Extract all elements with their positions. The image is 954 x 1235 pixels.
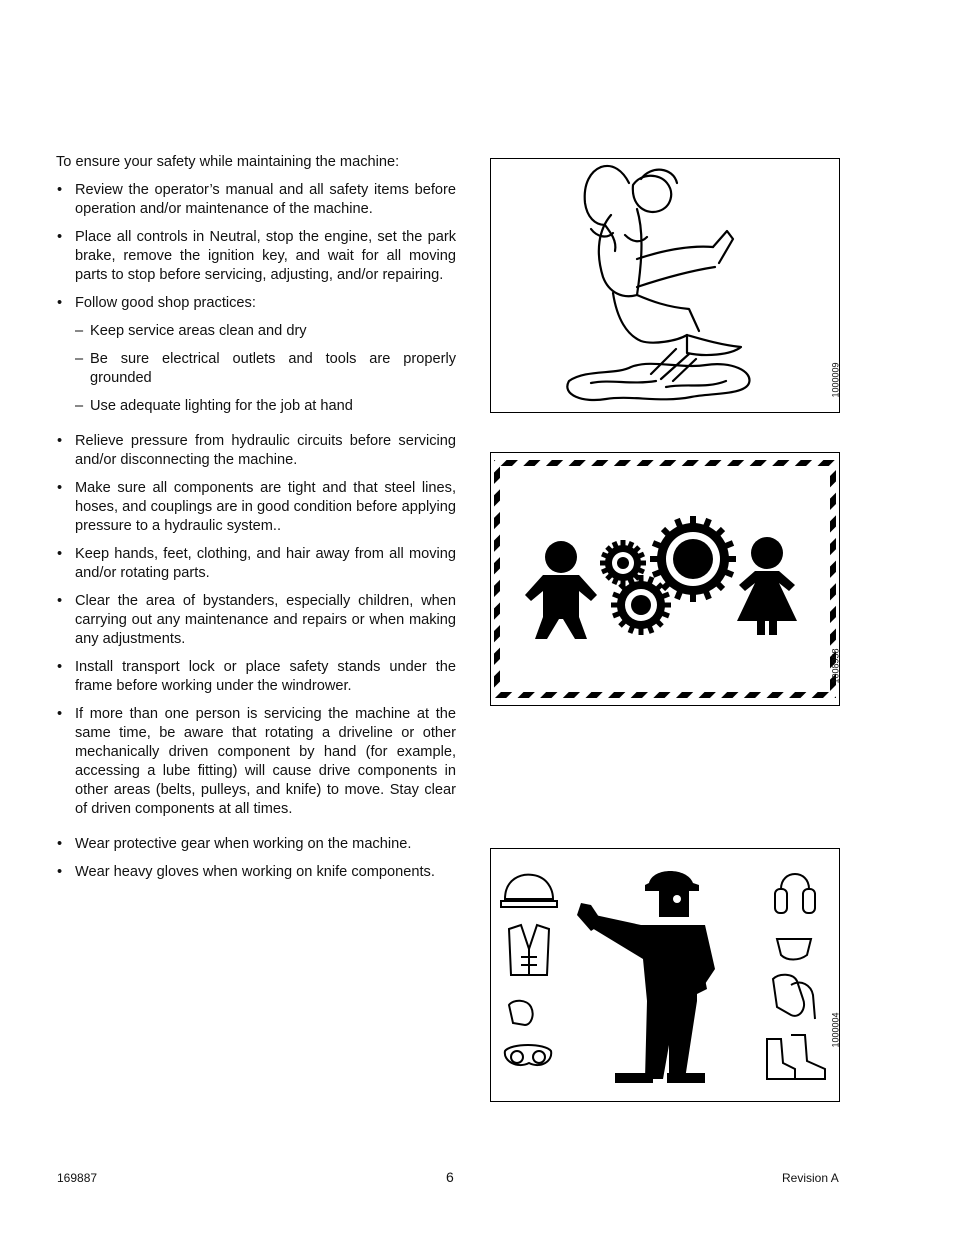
children-gears-warning-icon xyxy=(491,453,839,705)
list-item: • Relieve pressure from hydraulic circuits before servicing and/or disconnecting the machine. xyxy=(56,432,456,470)
list-item: • Review the operator’s manual and all safety items before operation and/or maintenance of the machine. xyxy=(56,181,456,219)
list-item-label: Follow good shop practices: xyxy=(75,295,256,311)
revision-label: Revision A xyxy=(782,1171,839,1185)
sub-list-item: – Be sure electrical outlets and tools are properly grounded xyxy=(75,350,456,388)
list-item xyxy=(56,294,456,416)
bullet-list-bottom xyxy=(56,835,456,882)
figure-protective-gear xyxy=(490,848,840,1102)
list-item: • Wear protective gear when working on the machine. xyxy=(56,835,456,854)
document-number: 169887 xyxy=(57,1171,98,1185)
slipping-person-icon xyxy=(491,159,839,412)
list-item: • Wear heavy gloves when working on knife components. xyxy=(56,863,456,882)
intro-text: To ensure your safety while maintaining the machine: xyxy=(56,154,400,170)
figure-gears-hazard xyxy=(490,452,840,706)
list-item: • Install transport lock or place safety stands under the frame before working under the windrower. xyxy=(56,658,456,696)
sub-list-item: – Use adequate lighting for the job at hand xyxy=(75,397,456,416)
figure-id: 1000009 xyxy=(830,362,841,398)
bullet-list-top xyxy=(56,181,456,416)
figure-id: 1008958 xyxy=(830,648,841,684)
list-item: • Keep hands, feet, clothing, and hair away from all moving and/or rotating parts. xyxy=(56,545,456,583)
sub-list-item: – Keep service areas clean and dry xyxy=(75,322,456,341)
protective-gear-icon xyxy=(491,849,839,1101)
list-item: • Make sure all components are tight and that steel lines, hoses, and couplings are in good condition before applying pressure to a hydraulic system.. xyxy=(56,479,456,536)
figure-slip-hazard xyxy=(490,158,840,413)
list-item: • If more than one person is servicing the machine at the same time, be aware that rotating a driveline or other mechanically driven component by hand (for example, accessing a lube fitting) will cause drive components in other areas (belts, pulleys, and knife) to move. Stay clear of driven components at all times. xyxy=(56,705,456,819)
bullet-list-middle xyxy=(56,432,456,819)
instruction-column xyxy=(56,153,456,891)
list-item: • Place all controls in Neutral, stop the engine, set the park brake, remove the ignition key, and wait for all moving parts to stop before servicing, adjusting, and/or repairing. xyxy=(56,228,456,285)
list-item: • Clear the area of bystanders, especially children, when carrying out any maintenance and repairs or when making any adjustments. xyxy=(56,592,456,649)
page-number: 6 xyxy=(446,1169,454,1185)
shop-practices-list xyxy=(75,322,456,416)
figure-id: 1000004 xyxy=(830,1012,841,1048)
